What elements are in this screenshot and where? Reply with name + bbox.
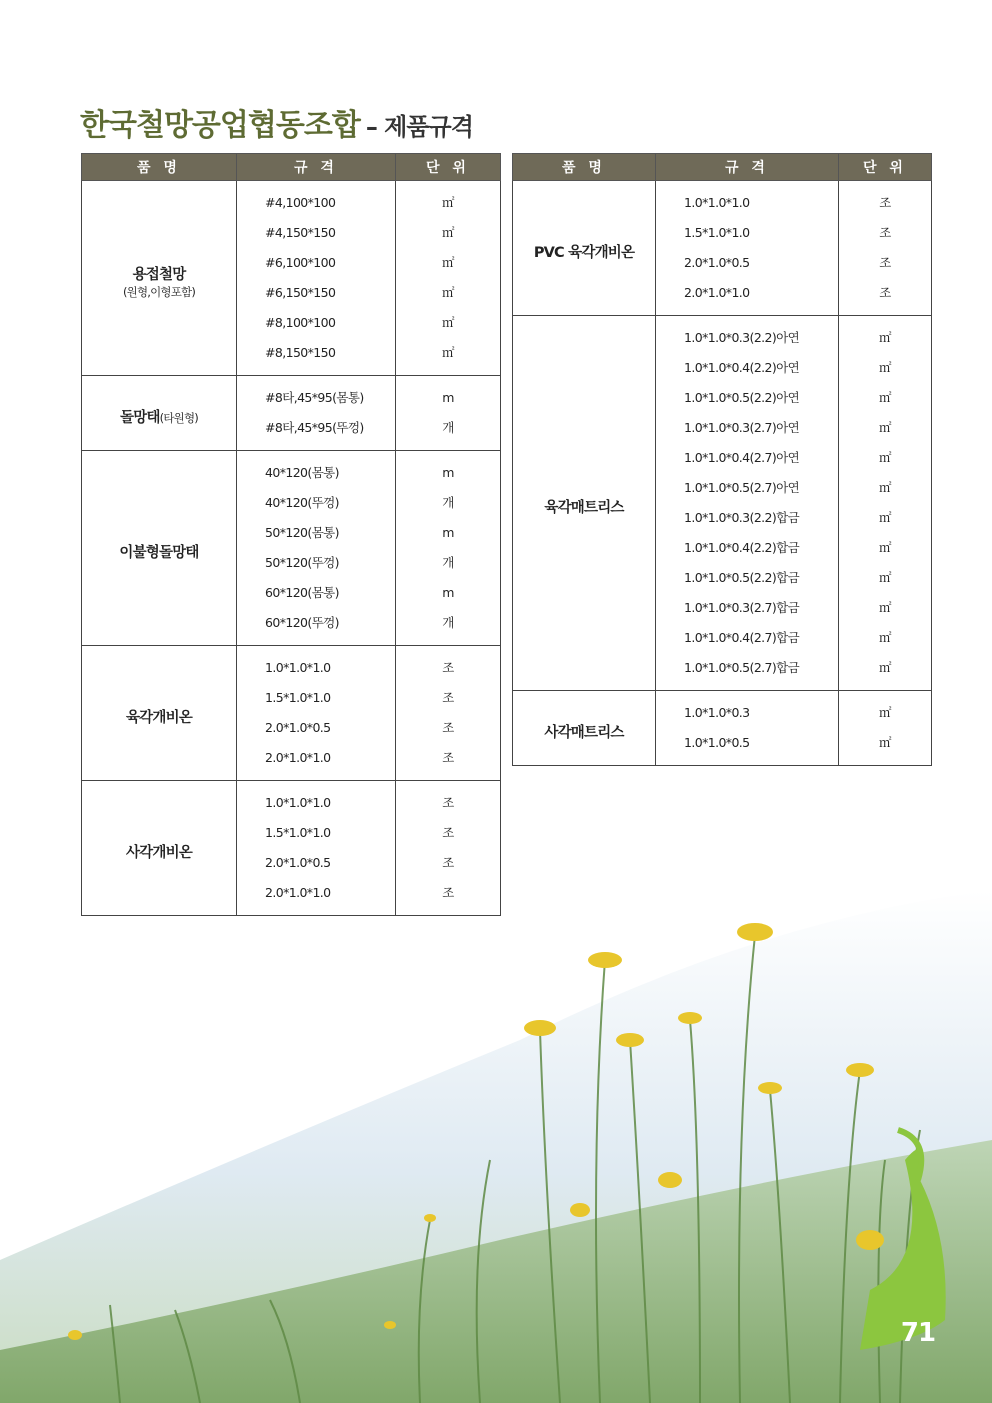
spec-cell: 1.0*1.0*0.3(2.2)아연 bbox=[656, 316, 839, 353]
unit-cell: ㎡ bbox=[839, 652, 932, 691]
spec-cell: 60*120(몸통) bbox=[237, 577, 396, 607]
unit-cell: ㎡ bbox=[839, 472, 932, 502]
spec-cell: 1.0*1.0*0.4(2.7)아연 bbox=[656, 442, 839, 472]
product-name: 육각개비온 bbox=[125, 709, 193, 726]
spec-cell: #8,100*100 bbox=[237, 307, 396, 337]
spec-cell: 50*120(뚜껑) bbox=[237, 547, 396, 577]
unit-cell: 개 bbox=[396, 487, 501, 517]
unit-cell: ㎡ bbox=[839, 691, 932, 728]
spec-cell: #4,100*100 bbox=[237, 181, 396, 218]
table-row bbox=[82, 376, 501, 413]
title-sub: – 제품규격 bbox=[365, 113, 473, 141]
unit-cell: ㎡ bbox=[839, 412, 932, 442]
spec-cell: 1.0*1.0*0.5(2.7)합금 bbox=[656, 652, 839, 691]
table-row bbox=[82, 451, 501, 488]
page-title bbox=[80, 100, 473, 144]
unit-cell: m bbox=[396, 517, 501, 547]
table-header-row bbox=[82, 154, 501, 181]
unit-cell: 개 bbox=[396, 412, 501, 451]
product-note: (타원형) bbox=[159, 410, 198, 425]
product-name-cell bbox=[513, 691, 656, 766]
title-main: 한국철망공업협동조합 bbox=[80, 108, 360, 143]
spec-cell: 1.0*1.0*0.3(2.7)합금 bbox=[656, 592, 839, 622]
product-name-cell bbox=[513, 181, 656, 316]
spec-cell: #4,150*150 bbox=[237, 217, 396, 247]
spec-cell: 2.0*1.0*0.5 bbox=[237, 847, 396, 877]
spec-cell: 1.0*1.0*0.5(2.2)합금 bbox=[656, 562, 839, 592]
spec-cell: 1.5*1.0*1.0 bbox=[656, 217, 839, 247]
header-unit: 단 위 bbox=[839, 154, 932, 181]
spec-cell: #8타,45*95(뚜껑) bbox=[237, 412, 396, 451]
spec-cell: #6,100*100 bbox=[237, 247, 396, 277]
spec-cell: 2.0*1.0*1.0 bbox=[237, 877, 396, 916]
flower-meadow-illustration bbox=[0, 880, 992, 1403]
spec-cell: #6,150*150 bbox=[237, 277, 396, 307]
unit-cell: ㎡ bbox=[396, 181, 501, 218]
unit-cell: m bbox=[396, 451, 501, 488]
unit-cell: ㎡ bbox=[839, 727, 932, 766]
spec-cell: 1.0*1.0*0.5(2.2)아연 bbox=[656, 382, 839, 412]
spec-cell: 1.0*1.0*0.3 bbox=[656, 691, 839, 728]
unit-cell: ㎡ bbox=[396, 277, 501, 307]
unit-cell: ㎡ bbox=[839, 562, 932, 592]
spec-cell: 1.0*1.0*0.4(2.7)합금 bbox=[656, 622, 839, 652]
spec-cell: #8타,45*95(몸통) bbox=[237, 376, 396, 413]
unit-cell: 조 bbox=[396, 682, 501, 712]
product-name: 용접철망 bbox=[132, 266, 186, 283]
spec-cell: 2.0*1.0*0.5 bbox=[656, 247, 839, 277]
spec-cell: 1.0*1.0*1.0 bbox=[237, 781, 396, 818]
spec-cell: 40*120(몸통) bbox=[237, 451, 396, 488]
product-note: (원형,이형포함) bbox=[122, 284, 196, 299]
unit-cell: 조 bbox=[396, 817, 501, 847]
spec-cell: 1.0*1.0*0.5 bbox=[656, 727, 839, 766]
product-name-cell bbox=[82, 451, 237, 646]
spec-table-left bbox=[81, 153, 501, 916]
product-name: 육각매트리스 bbox=[544, 499, 624, 516]
unit-cell: 조 bbox=[396, 781, 501, 818]
spec-cell: 1.0*1.0*1.0 bbox=[237, 646, 396, 683]
page-number: 71 bbox=[900, 1318, 936, 1348]
spec-cell: 1.5*1.0*1.0 bbox=[237, 817, 396, 847]
spec-cell: 1.5*1.0*1.0 bbox=[237, 682, 396, 712]
spec-cell: 1.0*1.0*0.3(2.2)합금 bbox=[656, 502, 839, 532]
table-row bbox=[513, 181, 932, 218]
table-row bbox=[82, 781, 501, 818]
product-name-cell bbox=[82, 646, 237, 781]
header-name: 품 명 bbox=[513, 154, 656, 181]
unit-cell: 개 bbox=[396, 607, 501, 646]
table-row bbox=[82, 646, 501, 683]
unit-cell: 조 bbox=[839, 277, 932, 316]
unit-cell: ㎡ bbox=[396, 337, 501, 376]
spec-cell: 2.0*1.0*1.0 bbox=[656, 277, 839, 316]
table-row bbox=[82, 181, 501, 218]
unit-cell: 조 bbox=[396, 646, 501, 683]
product-name: 사각매트리스 bbox=[544, 724, 624, 741]
spec-cell: 1.0*1.0*1.0 bbox=[656, 181, 839, 218]
unit-cell: ㎡ bbox=[839, 502, 932, 532]
unit-cell: ㎡ bbox=[839, 622, 932, 652]
unit-cell: ㎡ bbox=[839, 352, 932, 382]
unit-cell: m bbox=[396, 577, 501, 607]
unit-cell: ㎡ bbox=[396, 217, 501, 247]
spec-cell: 40*120(뚜껑) bbox=[237, 487, 396, 517]
unit-cell: 조 bbox=[839, 247, 932, 277]
spec-cell: 2.0*1.0*0.5 bbox=[237, 712, 396, 742]
unit-cell: ㎡ bbox=[839, 532, 932, 562]
unit-cell: ㎡ bbox=[396, 307, 501, 337]
unit-cell: ㎡ bbox=[839, 592, 932, 622]
table-header-row bbox=[513, 154, 932, 181]
product-name-cell bbox=[82, 376, 237, 451]
unit-cell: 조 bbox=[396, 877, 501, 916]
product-name: PVC 육각개비온 bbox=[533, 244, 635, 261]
spec-table-right bbox=[512, 153, 932, 766]
spec-cell: 1.0*1.0*0.4(2.2)아연 bbox=[656, 352, 839, 382]
unit-cell: 조 bbox=[396, 742, 501, 781]
table-row bbox=[513, 691, 932, 728]
header-unit: 단 위 bbox=[396, 154, 501, 181]
unit-cell: 조 bbox=[396, 712, 501, 742]
spec-cell: 60*120(뚜껑) bbox=[237, 607, 396, 646]
unit-cell: 조 bbox=[839, 181, 932, 218]
table-row bbox=[513, 316, 932, 353]
unit-cell: ㎡ bbox=[839, 442, 932, 472]
unit-cell: 개 bbox=[396, 547, 501, 577]
product-name: 돌망태 bbox=[120, 409, 160, 426]
header-spec: 규 격 bbox=[237, 154, 396, 181]
unit-cell: ㎡ bbox=[839, 316, 932, 353]
unit-cell: ㎡ bbox=[839, 382, 932, 412]
spec-cell: 50*120(몸통) bbox=[237, 517, 396, 547]
spec-cell: 2.0*1.0*1.0 bbox=[237, 742, 396, 781]
product-name: 이불형돌망태 bbox=[119, 544, 199, 561]
product-name-cell bbox=[513, 316, 656, 691]
unit-cell: 조 bbox=[396, 847, 501, 877]
unit-cell: m bbox=[396, 376, 501, 413]
spec-cell: 1.0*1.0*0.4(2.2)합금 bbox=[656, 532, 839, 562]
spec-cell: 1.0*1.0*0.3(2.7)아연 bbox=[656, 412, 839, 442]
product-name-cell bbox=[82, 181, 237, 376]
unit-cell: 조 bbox=[839, 217, 932, 247]
unit-cell: ㎡ bbox=[396, 247, 501, 277]
header-spec: 규 격 bbox=[656, 154, 839, 181]
product-name: 사각개비온 bbox=[125, 844, 193, 861]
spec-cell: #8,150*150 bbox=[237, 337, 396, 376]
spec-cell: 1.0*1.0*0.5(2.7)아연 bbox=[656, 472, 839, 502]
header-name: 품 명 bbox=[82, 154, 237, 181]
